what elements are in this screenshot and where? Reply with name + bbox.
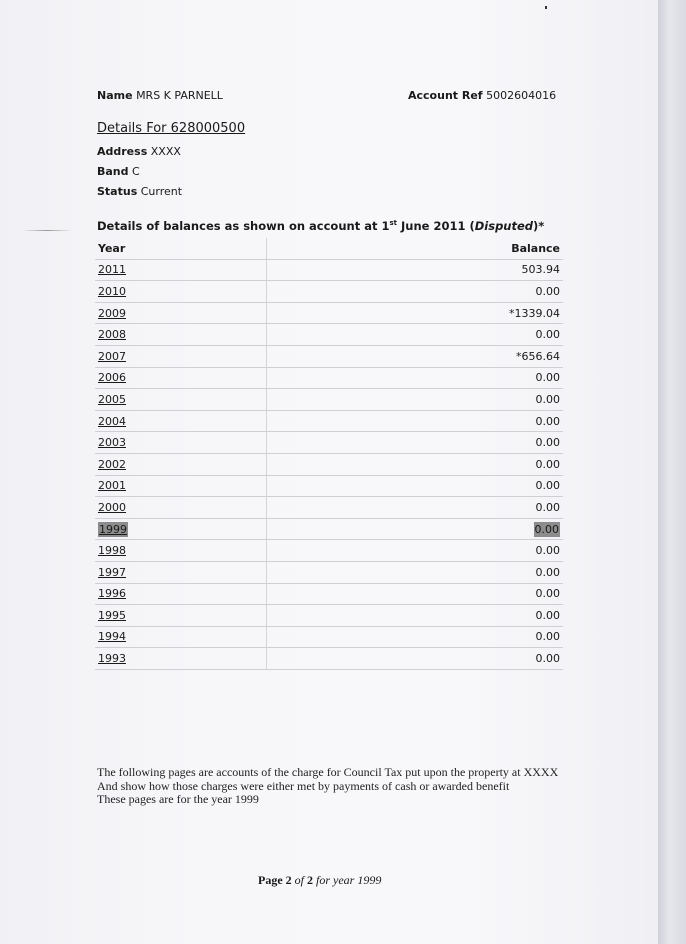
- year-value: 1999: [99, 522, 127, 536]
- balance-cell: [267, 410, 564, 432]
- balances-table: [95, 238, 563, 670]
- status-value: Current: [140, 185, 183, 198]
- year-cell: [95, 281, 267, 303]
- scan-edge: [658, 0, 686, 944]
- table-row: [95, 345, 563, 367]
- footer-line-2: And show how those charges were either met by payments of cash or awarded benefit: [97, 778, 510, 793]
- name-label: Name: [97, 89, 133, 102]
- balance-cell: [267, 259, 564, 281]
- balance-cell: [267, 561, 564, 583]
- balance-cell: [267, 281, 564, 303]
- balance-value: 0.00: [535, 436, 560, 450]
- table-row: [95, 605, 563, 627]
- scan-speck: [545, 6, 547, 9]
- year-value: 2003: [98, 436, 126, 450]
- balance-cell: [267, 453, 564, 475]
- year-cell: [95, 345, 267, 367]
- year-cell: [95, 259, 267, 281]
- of-word: of: [294, 873, 304, 887]
- balance-value: 0.00: [535, 392, 560, 406]
- page-suffix: for year 1999: [316, 873, 382, 887]
- year-value: 2009: [98, 306, 126, 320]
- customer-name: [97, 89, 223, 102]
- address-value: XXXX: [150, 145, 181, 158]
- balance-value: 0.00: [535, 328, 560, 342]
- balance-value: 0.00: [535, 608, 560, 622]
- heading-mid: June 2011 (: [397, 219, 475, 233]
- year-cell: [95, 518, 267, 540]
- table-row: [95, 648, 563, 670]
- footer-line-3: These pages are for the year 1999: [97, 792, 259, 806]
- table-row: [95, 583, 563, 605]
- year-cell: [95, 561, 267, 583]
- year-cell: [95, 453, 267, 475]
- year-value: 2002: [98, 457, 126, 471]
- balance-cell: [267, 626, 564, 648]
- year-cell: [95, 389, 267, 411]
- heading-disputed: Disputed: [474, 219, 534, 233]
- year-cell: [95, 410, 267, 432]
- year-value: 2004: [98, 414, 126, 428]
- balance-cell: [267, 605, 564, 627]
- year-value: 1997: [98, 565, 126, 579]
- year-value: 2007: [98, 349, 126, 363]
- balance-value: 0.00: [535, 457, 560, 471]
- table-row: [95, 540, 563, 562]
- year-value: 1998: [98, 544, 126, 558]
- heading-suffix: )*: [533, 219, 545, 233]
- table-row: [95, 497, 563, 519]
- year-value: 2006: [98, 371, 126, 385]
- band-field: [97, 165, 140, 178]
- year-value: 2010: [98, 284, 126, 298]
- year-value: 1994: [98, 630, 126, 644]
- year-cell: [95, 367, 267, 389]
- year-cell: [95, 605, 267, 627]
- heading-prefix: Details of balances as shown on account at 1: [97, 219, 390, 233]
- footer-note: [97, 766, 567, 807]
- page-total: 2: [307, 873, 313, 887]
- table-row: [95, 432, 563, 454]
- balance-value: 0.00: [535, 587, 560, 601]
- balances-heading: [97, 219, 544, 233]
- balance-cell: [267, 540, 564, 562]
- details-title: Details For 628000500: [97, 121, 246, 136]
- year-cell: [95, 648, 267, 670]
- balance-cell: [267, 345, 564, 367]
- balance-cell: [267, 324, 564, 346]
- band-value: C: [132, 165, 140, 178]
- footer-line-1: The following pages are accounts of the charge for Council Tax put upon the property at XXXX: [97, 765, 559, 779]
- balance-value: 0.00: [534, 522, 559, 536]
- year-cell: [95, 540, 267, 562]
- year-cell: [95, 475, 267, 497]
- balance-value: 0.00: [535, 630, 560, 644]
- balance-value: 0.00: [535, 500, 560, 514]
- year-value: 2011: [98, 263, 126, 277]
- balance-value: 0.00: [535, 371, 560, 385]
- balance-cell: [267, 648, 564, 670]
- year-value: 2001: [98, 479, 126, 493]
- table-row: [95, 475, 563, 497]
- year-cell: [95, 626, 267, 648]
- balance-value: 0.00: [535, 544, 560, 558]
- table-row: [95, 389, 563, 411]
- balance-value: *1339.04: [509, 306, 560, 320]
- name-value: MRS K PARNELL: [136, 89, 223, 102]
- balance-value: 0.00: [535, 284, 560, 298]
- address-label: Address: [97, 145, 148, 158]
- status-label: Status: [97, 185, 138, 198]
- table-row: [95, 518, 563, 540]
- balance-value: 0.00: [535, 479, 560, 493]
- account-label: Account Ref: [408, 89, 483, 102]
- status-field: [97, 185, 182, 198]
- year-value: 1993: [98, 652, 126, 666]
- balance-cell: [267, 583, 564, 605]
- page-word: Page: [258, 873, 283, 887]
- year-cell: [95, 302, 267, 324]
- balance-value: 0.00: [535, 414, 560, 428]
- table-row: [95, 324, 563, 346]
- balance-cell: [267, 497, 564, 519]
- year-value: 1995: [98, 608, 126, 622]
- table-row: [95, 561, 563, 583]
- year-header: Year: [95, 238, 267, 259]
- table-row: [95, 626, 563, 648]
- table-row: [95, 410, 563, 432]
- scan-mark: [22, 230, 72, 231]
- balance-value: 0.00: [535, 565, 560, 579]
- year-value: 2000: [98, 500, 126, 514]
- table-row: [95, 453, 563, 475]
- band-label: Band: [97, 165, 129, 178]
- balances-body: [95, 259, 563, 669]
- table-row: [95, 367, 563, 389]
- year-value: 1996: [98, 587, 126, 601]
- address-field: [97, 145, 181, 158]
- balance-value: 0.00: [535, 652, 560, 666]
- balance-value: 503.94: [521, 263, 560, 277]
- heading-sup: st: [389, 219, 397, 228]
- account-ref: [408, 89, 556, 102]
- balance-cell: [267, 302, 564, 324]
- balance-cell: [267, 475, 564, 497]
- year-value: 2008: [98, 328, 126, 342]
- year-cell: [95, 324, 267, 346]
- year-value: 2005: [98, 392, 126, 406]
- balance-cell: [267, 432, 564, 454]
- year-cell: [95, 497, 267, 519]
- balance-cell: [267, 389, 564, 411]
- balance-value: *656.64: [516, 349, 560, 363]
- year-cell: [95, 583, 267, 605]
- table-header-row: [95, 238, 563, 259]
- page-num: 2: [285, 873, 292, 887]
- table-row: [95, 302, 563, 324]
- table-row: [95, 281, 563, 303]
- balance-cell: [267, 367, 564, 389]
- account-value: 5002604016: [486, 89, 557, 102]
- balance-cell: [267, 518, 564, 540]
- year-cell: [95, 432, 267, 454]
- balance-header: Balance: [267, 238, 564, 259]
- table-row: [95, 259, 563, 281]
- page-indicator: [258, 873, 381, 888]
